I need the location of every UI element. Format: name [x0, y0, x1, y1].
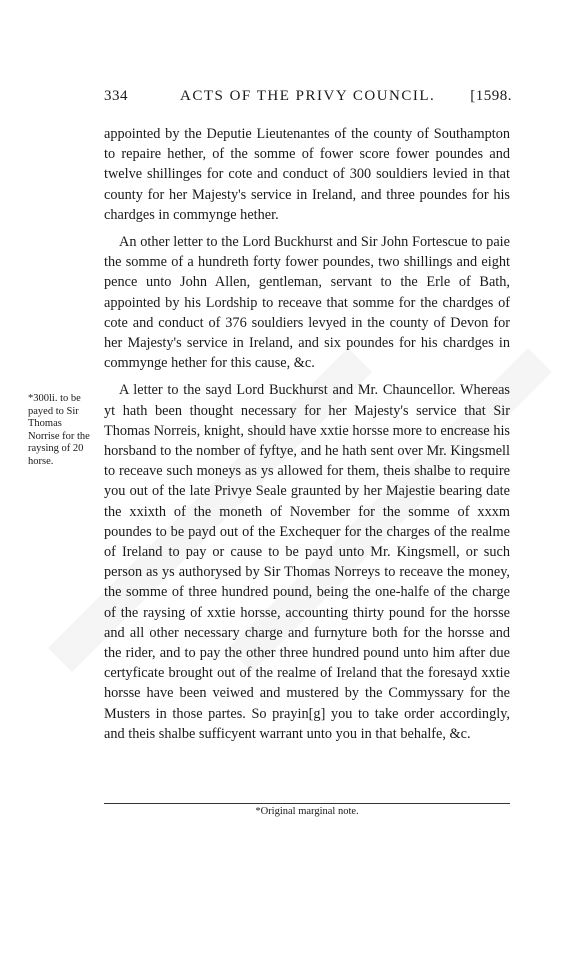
paragraph-2: An other letter to the Lord Buckhurst and Sir John Fortescue to paie the somme of a hundreth forty fower poundes, two shillings and eight pence unto John Allen, gentleman, servant to the Erle of Bath, appointed by his Lordship to receave that somme for the chardges of cote and conduct of 376 souldiers levyed in the county of Devon for her Majesty's service in Ireland, and six poundes for his chardges in commynge hether for this cause, &c. [104, 234, 510, 372]
paragraph-1: appointed by the Deputie Lieutenantes of the county of Southampton to repaire hether, of the somme of fower score fower poundes and twelve shillinges for cote and conduct of 300 souldiers levied in that county for her Majesty's service in Ireland, and three poundes for his chardges in commynge hether. [104, 126, 510, 223]
running-header [104, 88, 512, 110]
footnote-divider [104, 803, 510, 804]
page-number: 334 [104, 88, 128, 104]
marginal-note: *300li. to be payed to Sir Thomas Norrise for the raysing of 20 horse. [28, 393, 90, 467]
paragraph-3: A letter to the sayd Lord Buckhurst and Mr. Chauncellor. Whereas yt hath been thought necessary for her Majesty's service that Sir Thomas Norreis, knight, should have xxtie horsse more to encrease his horsband to the nomber of fyftye, and he hath sent over Mr. Kingsmell to receave such moneys as ys allowed for them, theis shalbe to require you out of the late Privye Seale graunted by her Majestie bearing date the xxixth of the moneth of November for the somme of xxxm poundes to be payd out of the Exchequer for the charges of the realme of Ireland to pay or cause to be payd unto Mr. Kingsmell, or such person as ys authorysed by Sir Thomas Norreys to receave the money, the somme of three hundred pound, being the one-halfe of the charge of the raysing of xxtie horsse, accounting thirty pound for the horsse and all other necessary charge and furnyture both for the horsse and the rider, and to pay the other three hundred pound unto him after due certyficate brought out of the realme of Ireland that the foresayd xxtie horsse have been veiwed and mustered by the Commyssary for the Musters in those partes. So prayin[g] you to take order accordingly, and theis shalbe sufficyent warrant unto you in that behalfe, &c. [104, 382, 510, 742]
footnote: *Original marginal note. [255, 806, 359, 817]
main-text [104, 124, 510, 744]
year-marker: [1598. [470, 88, 512, 104]
running-title: ACTS OF THE PRIVY COUNCIL. [180, 88, 436, 104]
